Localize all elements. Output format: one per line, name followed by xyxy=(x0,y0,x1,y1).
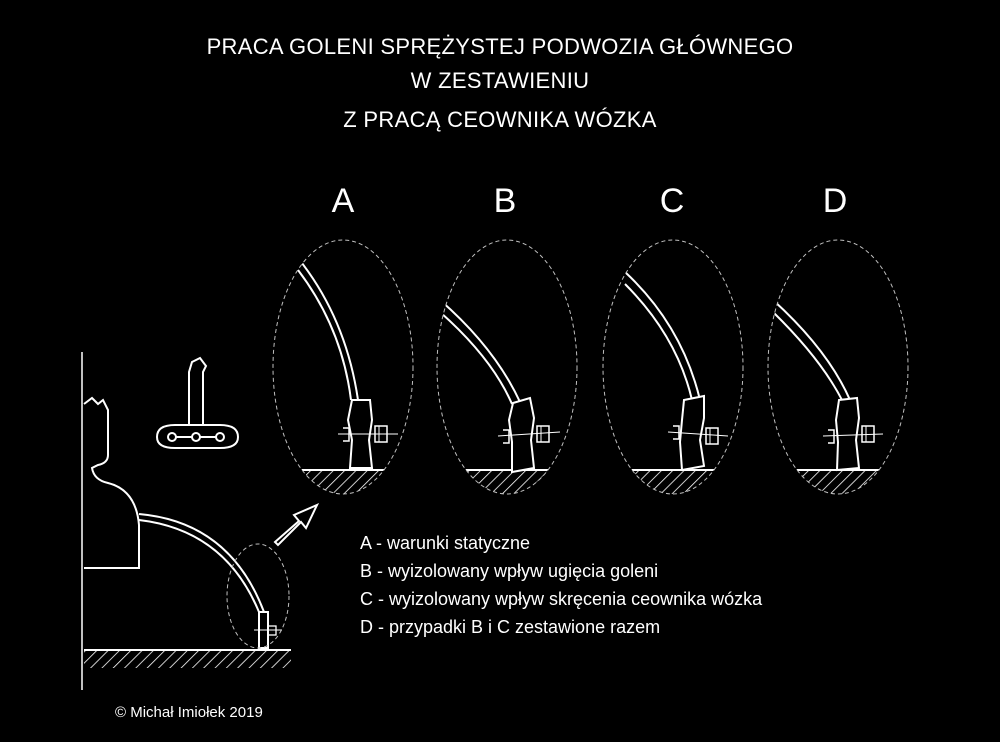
ground-strip xyxy=(84,650,291,668)
panel-label-d: D xyxy=(822,182,848,220)
panel-label-b: B xyxy=(493,182,517,220)
gear-leg-overview xyxy=(139,514,282,650)
copyright-notice: © Michał Imiołek 2019 xyxy=(115,704,263,721)
legend-item-a: A - warunki statyczne xyxy=(360,533,531,553)
panel-d-detail xyxy=(765,240,915,510)
panel-a-detail xyxy=(270,240,420,510)
panel-b-detail xyxy=(434,240,584,510)
fuselage-outline xyxy=(82,352,139,690)
title-line-1: PRACA GOLENI SPRĘŻYSTEJ PODWOZIA GŁÓWNEGO xyxy=(206,34,794,59)
gear-front-view xyxy=(157,358,238,448)
legend-item-b: B - wyizolowany wpływ ugięcia goleni xyxy=(360,561,659,581)
pointer-arrow-icon xyxy=(275,505,317,545)
legend-item-d: D - przypadki B i C zestawione razem xyxy=(360,617,661,637)
panel-c-detail xyxy=(600,240,750,510)
panel-label-a: A xyxy=(331,182,355,220)
title-line-3: Z PRACĄ CEOWNIKA WÓZKA xyxy=(343,107,657,132)
title-line-2: W ZESTAWIENIU xyxy=(410,68,590,93)
panel-label-c: C xyxy=(659,182,685,220)
legend-item-c: C - wyizolowany wpływ skręcenia ceownika wózka xyxy=(360,589,763,609)
